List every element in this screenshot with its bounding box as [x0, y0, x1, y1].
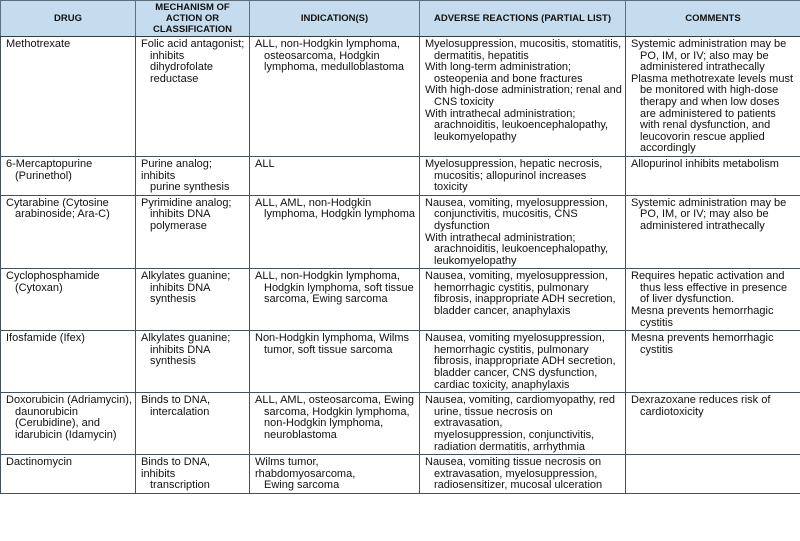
text-line: administered intrathecally: [640, 219, 765, 232]
drug-cell: [1, 393, 136, 455]
text-line: Nausea, vomiting, cardiomyopathy, red: [425, 394, 615, 407]
text-line: Myelosuppression, hepatic necrosis,: [425, 157, 603, 170]
text-line: administered intrathecally: [640, 61, 765, 74]
text-line: 6-Mercaptopurine: [6, 157, 93, 170]
adverse-reactions-cell: [420, 195, 626, 269]
text-line: lymphoma, Hodgkin lymphoma: [264, 208, 416, 221]
text-line: arabinoside; Ara-C): [15, 208, 110, 221]
text-line: of liver dysfunction.: [640, 293, 735, 306]
text-line: reductase: [150, 72, 199, 85]
text-line: Plasma methotrexate levels must: [631, 72, 794, 85]
text-line: extravasation, myelosuppression,: [434, 467, 598, 480]
text-line: hemorrhagic cystitis, pulmonary: [434, 281, 589, 294]
text-line: Hodgkin lymphoma, soft tissue: [264, 281, 414, 294]
comments-cell: [626, 331, 800, 393]
text-line: purine synthesis: [150, 181, 230, 194]
text-line: leukomyelopathy: [434, 254, 517, 267]
text-line: Ifosfamide (Ifex): [6, 332, 85, 345]
table-row: [1, 331, 800, 393]
text-line: Ewing sarcoma: [264, 479, 340, 492]
text-line: Non-Hodgkin lymphoma, Wilms: [255, 332, 410, 345]
comments-cell: [626, 195, 800, 269]
text-line: intercalation: [150, 405, 210, 418]
adverse-reactions-cell: [420, 156, 626, 195]
text-line: leukomyelopathy: [434, 130, 517, 143]
text-line: ALL: [255, 157, 275, 170]
text-line: Methotrexate: [6, 38, 71, 50]
text-line: osteopenia and bone fractures: [434, 72, 583, 85]
indications-cell: [250, 331, 420, 393]
mechanism-cell: [136, 195, 250, 269]
table-row: [1, 37, 800, 157]
text-line: dysfunction: [434, 219, 490, 232]
text-line: polymerase: [150, 219, 207, 232]
text-line: sarcoma, Hodgkin lymphoma,: [264, 405, 410, 418]
text-line: therapy and when low doses: [640, 95, 780, 108]
header-comments: COMMENTS: [626, 1, 800, 37]
mechanism-cell: [136, 393, 250, 455]
text-line: Nausea, vomiting tissue necrosis on: [425, 456, 602, 469]
text-line: ALL, AML, osteosarcoma, Ewing: [255, 394, 414, 407]
text-line: arachnoiditis, leukoencephalopathy,: [434, 119, 609, 132]
header-indications: INDICATION(S): [250, 1, 420, 37]
text-line: Folic acid antagonist;: [141, 38, 245, 50]
text-line: cystitis: [640, 343, 673, 356]
text-line: neuroblastoma: [264, 429, 337, 441]
indications-cell: [250, 393, 420, 455]
drug-cell: [1, 37, 136, 157]
adverse-reactions-cell: [420, 331, 626, 393]
text-line: Cytarabine (Cytosine: [6, 196, 109, 209]
drug-cell: [1, 156, 136, 195]
drug-cell: [1, 269, 136, 331]
text-line: fibrosis, inappropriate ADH secretion,: [434, 293, 616, 306]
text-line: bladder cancer, anaphylaxis: [434, 305, 571, 318]
indications-cell: [250, 455, 420, 494]
drug-cell: [1, 331, 136, 393]
indications-cell: [250, 156, 420, 195]
comments-cell: [626, 37, 800, 157]
text-line: ALL, non-Hodgkin lymphoma,: [255, 270, 400, 283]
text-line: leucovorin rescue applied: [640, 130, 765, 143]
comments-cell: [626, 393, 800, 455]
adverse-reactions-cell: [420, 393, 626, 455]
mechanism-cell: [136, 269, 250, 331]
text-line: With high-dose administration; renal and: [425, 84, 622, 97]
text-line: hemorrhagic cystitis, pulmonary: [434, 343, 589, 356]
text-line: lymphoma, medulloblastoma: [264, 61, 405, 74]
header-mechanism: MECHANISM OF ACTION OR CLASSIFICATION: [136, 1, 250, 37]
adverse-reactions-cell: [420, 269, 626, 331]
text-line: Systemic administration may be: [631, 196, 787, 209]
table-row: [1, 393, 800, 455]
header-adverse-reactions: ADVERSE REACTIONS (PARTIAL LIST): [420, 1, 626, 37]
text-line: Nausea, vomiting, myelosuppression,: [425, 270, 608, 283]
text-line: cardiac toxicity, anaphylaxis: [434, 378, 570, 391]
text-line: Alkylates guanine;: [141, 332, 231, 345]
comments-cell: [626, 156, 800, 195]
text-line: radiation dermatitis, arrhythmia: [434, 440, 586, 453]
table-row: [1, 269, 800, 331]
text-line: Systemic administration may be: [631, 38, 787, 50]
text-line: daunorubicin: [15, 405, 78, 418]
text-line: Nausea, vomiting, myelosuppression,: [425, 196, 608, 209]
text-line: Cyclophosphamide: [6, 270, 100, 283]
drug-cell: [1, 195, 136, 269]
mechanism-cell: [136, 455, 250, 494]
text-line: synthesis: [150, 293, 196, 306]
text-line: be monitored with high-dose: [640, 84, 779, 97]
text-line: Binds to DNA,: [141, 394, 211, 407]
text-line: non-Hodgkin lymphoma,: [264, 417, 384, 430]
adverse-reactions-cell: [420, 455, 626, 494]
text-line: Dexrazoxane reduces risk of: [631, 394, 771, 407]
text-line: Wilms tumor, rhabdomyosarcoma,: [255, 456, 356, 480]
text-line: Alkylates guanine;: [141, 270, 231, 283]
text-line: (Purinethol): [15, 169, 72, 182]
text-line: CNS toxicity: [434, 95, 494, 108]
indications-cell: [250, 269, 420, 331]
text-line: (Cytoxan): [15, 281, 63, 294]
text-line: dermatitis, hepatitis: [434, 49, 529, 62]
text-line: PO, IM, or IV; also may be: [640, 49, 769, 62]
comments-cell: [626, 269, 800, 331]
text-line: Purine analog; inhibits: [141, 157, 212, 182]
text-line: Pyrimidine analog;: [141, 196, 232, 209]
text-line: arachnoiditis, leukoencephalopathy,: [434, 243, 609, 256]
text-line: ALL, AML, non-Hodgkin: [255, 196, 372, 209]
text-line: With long-term administration;: [425, 61, 572, 74]
text-line: (Cerubidine), and: [15, 417, 100, 430]
text-line: inhibits DNA: [150, 208, 211, 221]
text-line: tumor, soft tissue sarcoma: [264, 343, 393, 356]
text-line: synthesis: [150, 355, 196, 368]
text-line: inhibits DNA: [150, 281, 211, 294]
text-line: osteosarcoma, Hodgkin: [264, 49, 380, 62]
text-line: with renal dysfunction, and: [640, 119, 771, 132]
text-line: Mesna prevents hemorrhagic: [631, 305, 774, 318]
text-line: Myelosuppression, mucositis, stomatitis,: [425, 38, 622, 50]
text-line: Dactinomycin: [6, 456, 73, 469]
text-line: inhibits: [150, 49, 185, 62]
header-row: [1, 1, 800, 37]
text-line: Allopurinol inhibits metabolism: [631, 157, 779, 170]
text-line: PO, IM, or IV; may also be: [640, 208, 769, 221]
text-line: cystitis: [640, 316, 673, 329]
text-line: radiosensitizer, mucosal ulceration: [434, 479, 603, 492]
text-line: cardiotoxicity: [640, 405, 704, 418]
text-line: conjunctivitis, mucositis, CNS: [434, 208, 578, 221]
text-line: accordingly: [640, 142, 696, 155]
text-line: fibrosis, inappropriate ADH secretion,: [434, 355, 616, 368]
text-line: idarubicin (Idamycin): [15, 429, 117, 441]
header-drug: DRUG: [1, 1, 136, 37]
text-line: thus less effective in presence: [640, 281, 788, 294]
text-line: transcription: [150, 479, 210, 492]
mechanism-cell: [136, 37, 250, 157]
text-line: are administered to patients: [640, 107, 776, 120]
comments-cell: [626, 455, 800, 494]
indications-cell: [250, 37, 420, 157]
text-line: inhibits DNA: [150, 343, 211, 356]
text-line: sarcoma, Ewing sarcoma: [264, 293, 388, 306]
adverse-reactions-cell: [420, 37, 626, 157]
text-line: With intrathecal administration;: [425, 107, 576, 120]
table-row: [1, 156, 800, 195]
table-row: [1, 455, 800, 494]
text-line: ALL, non-Hodgkin lymphoma,: [255, 38, 400, 50]
text-line: dihydrofolate: [150, 61, 213, 74]
table-row: [1, 195, 800, 269]
text-line: Mesna prevents hemorrhagic: [631, 332, 774, 345]
text-line: Binds to DNA, inhibits: [141, 456, 211, 480]
drug-cell: [1, 455, 136, 494]
text-line: mucositis; allopurinol increases toxicity: [434, 169, 587, 194]
text-line: Requires hepatic activation and: [631, 270, 785, 283]
text-line: With intrathecal administration;: [425, 231, 576, 244]
text-line: myelosuppression, conjunctivitis,: [434, 429, 595, 441]
text-line: urine, tissue necrosis on extravasation,: [434, 405, 553, 430]
text-line: Doxorubicin (Adriamycin),: [6, 394, 132, 407]
mechanism-cell: [136, 156, 250, 195]
mechanism-cell: [136, 331, 250, 393]
indications-cell: [250, 195, 420, 269]
text-line: bladder cancer, CNS dysfunction,: [434, 367, 598, 380]
text-line: Nausea, vomiting myelosuppression,: [425, 332, 605, 345]
